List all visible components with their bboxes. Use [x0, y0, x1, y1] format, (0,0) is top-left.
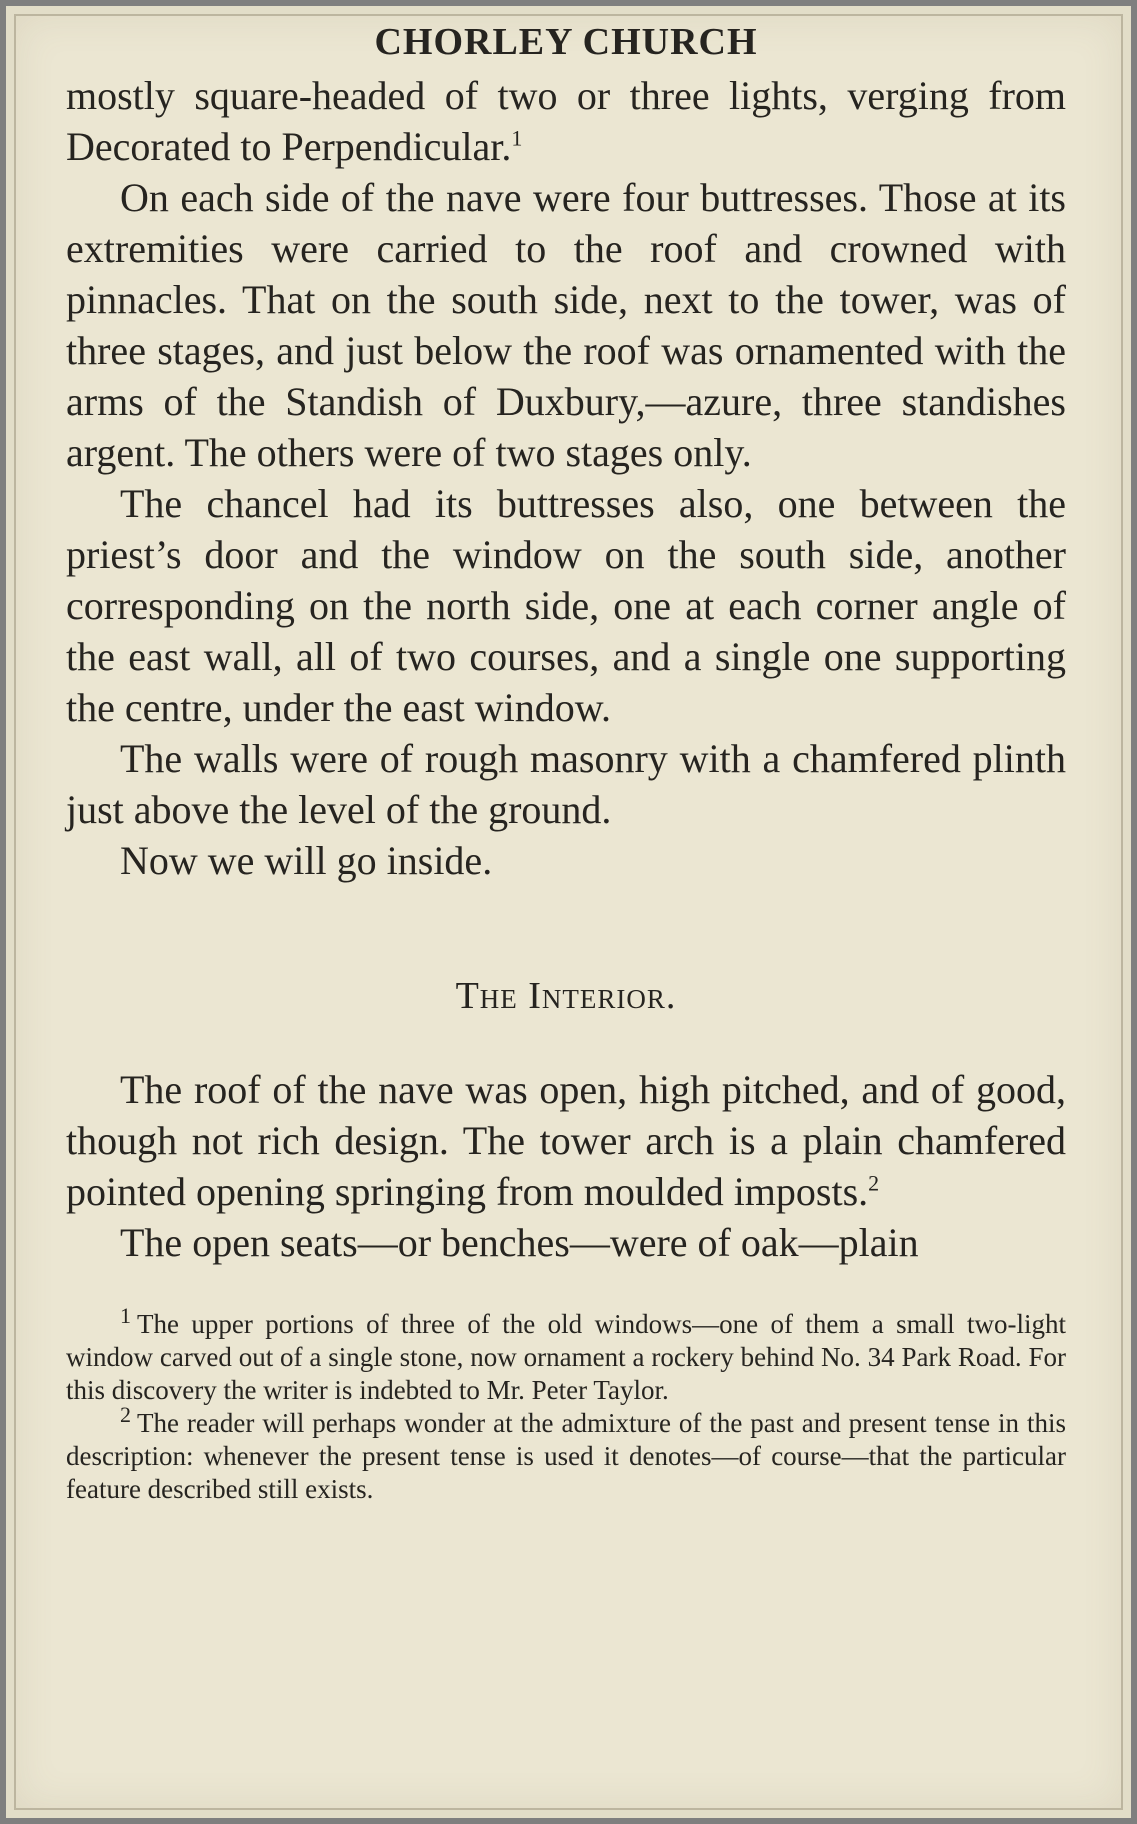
footnote-ref-1: 1	[511, 125, 523, 151]
paragraph-text: The roof of the nave was open, high pitched, and of good, though not rich design. The tower arch is a plain chamfered pointed opening springing from moulded imposts.	[66, 1067, 1066, 1214]
paragraph-go-inside: Now we will go inside.	[120, 838, 493, 883]
footnote-text: The upper portions of three of the old windows—one of them a small two-light window carved out of a single stone, now ornament a rockery behind No. 34 Park Road. For this discovery the writer is indebted to Mr. Peter Taylor.	[66, 1309, 1066, 1405]
paragraph-walls: The walls were of rough masonry with a chamfered plinth just above the level of the ground.	[66, 736, 1066, 832]
interior-text	[66, 1064, 1066, 1268]
paragraph-text: mostly square-headed of two or three lights, verging from Decorated to Perpendicular.	[66, 73, 1066, 169]
footnote-ref-2: 2	[868, 1170, 880, 1196]
paragraph-chancel-buttresses: The chancel had its buttresses also, one between the priest’s door and the window on the south side, another corresponding on the north side, one at each corner angle of the east wall, all of two courses, and a single one supporting the centre, under the east window.	[66, 481, 1066, 730]
running-head: CHORLEY CHURCH	[374, 21, 758, 63]
footnote-mark: 2	[120, 1402, 131, 1427]
footnote-mark: 1	[120, 1303, 131, 1328]
paragraph-open-seats: The open seats—or benches—were of oak—plain	[120, 1220, 919, 1265]
paragraph-window-lights	[66, 70, 1066, 172]
paragraph-roof-nave	[66, 1064, 1066, 1217]
footnote-2	[66, 1402, 1066, 1506]
footnote-text: The reader will perhaps wonder at the admixture of the past and present tense in this description: whenever the present tense is used it denotes—of course—that the particular feature described still exists.	[66, 1408, 1066, 1504]
book-page	[66, 14, 1066, 1506]
footnotes	[66, 1303, 1066, 1506]
section-heading: The Interior.	[455, 975, 677, 1017]
paragraph-nave-buttresses: On each side of the nave were four buttresses. Those at its extremities were carried to the roof and crowned with pinnacles. That on the south side, next to the tower, was of three stages, and just below the roof was ornamented with the arms of the Standish of Duxbury,—azure, three standishes argent. The others were of two stages only.	[66, 175, 1066, 475]
footnote-1	[66, 1303, 1066, 1407]
body-text	[66, 70, 1066, 886]
